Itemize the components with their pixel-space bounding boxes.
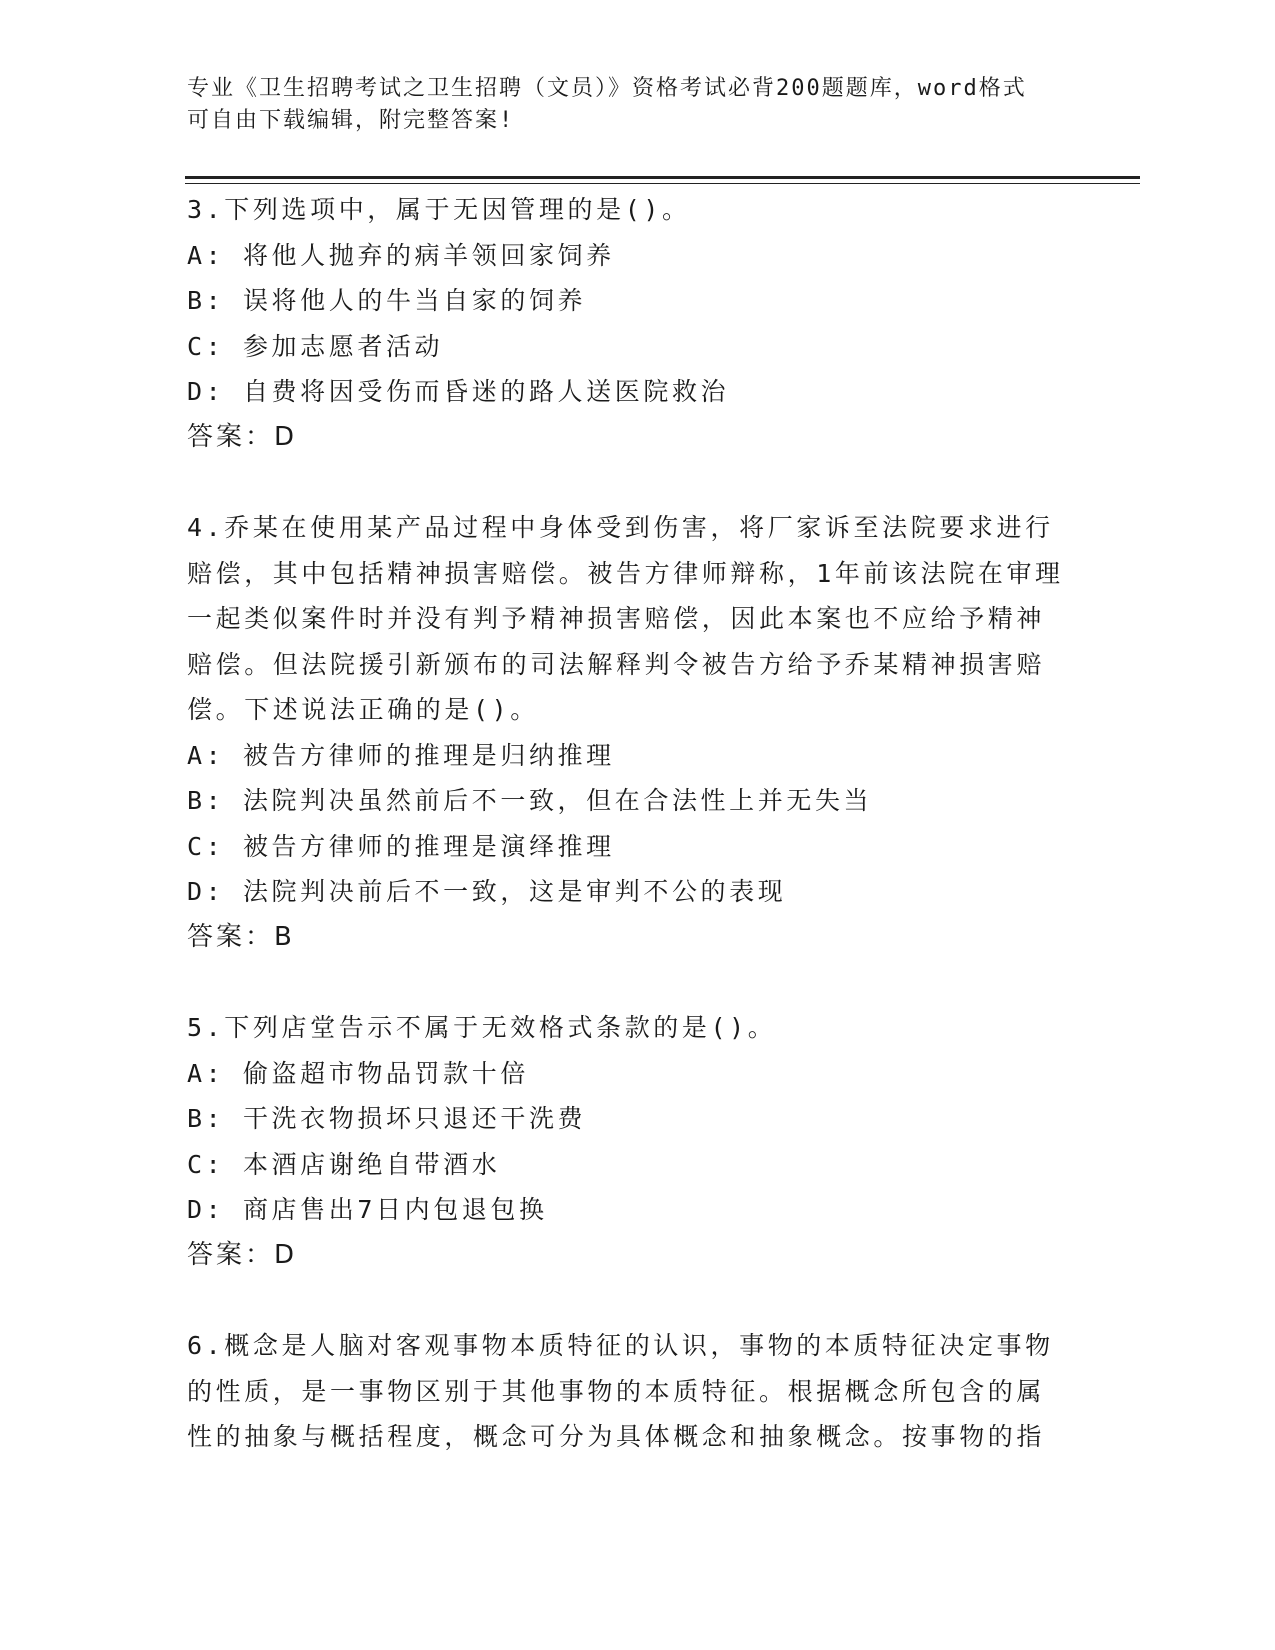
option-b: B: 法院判决虽然前后不一致，但在合法性上并无失当 [187,786,873,815]
option-c: C: 本酒店谢绝自带酒水 [187,1149,501,1179]
answer-value: B [274,921,293,952]
document-header [187,73,1067,137]
header-rule-thin [185,183,1140,184]
answer-value: D [274,421,296,452]
option-d: D: 自费将因受伤而昏迷的路人送医院救治 [187,377,730,406]
answer-line [187,915,1087,961]
question-stem: 4.乔某在使用某产品过程中身体受到伤害，将厂家诉至法院要求进行赔偿，其中包括精神损害赔偿。被告方律师辩称，1年前该法院在审理一起类似案件时并没有判予精神损害赔偿，因此本案也不应给予精神赔偿。但法院援引新颁布的司法解释判令被告方给予乔某精神损害赔偿。下述说法正确的是()。 [187,513,1064,724]
question-4 [187,505,1087,960]
option-b: B: 干洗衣物损坏只退还干洗费 [187,1104,587,1133]
answer-label: 答案： [187,921,275,952]
answer-line [187,1233,1087,1279]
answer-label: 答案： [187,421,275,452]
answer-label: 答案： [187,1239,275,1270]
option-a: A: 被告方律师的推理是归纳推理 [187,740,615,770]
question-5 [187,1005,1087,1278]
option-a: A: 将他人抛弃的病羊领回家饲养 [187,240,615,270]
header-line-1: 专业《卫生招聘考试之卫生招聘（文员）》资格考试必背200题题库，word格式 [187,76,1027,101]
option-d: D: 商店售出7日内包退包换 [187,1195,548,1224]
option-a: A: 偷盗超市物品罚款十倍 [187,1058,529,1088]
question-stem: 6.概念是人脑对客观事物本质特征的认识，事物的本质特征决定事物的性质，是一事物区别于其他事物的本质特征。根据概念所包含的属性的抽象与概括程度，概念可分为具体概念和抽象概念。按事物的指 [187,1331,1054,1451]
header-rule-thick [185,176,1140,179]
header-line-2: 可自由下载编辑，附完整答案! [187,108,515,133]
option-c: C: 被告方律师的推理是演绎推理 [187,831,615,861]
answer-value: D [274,1239,296,1270]
question-3 [187,187,1087,460]
question-list [187,187,1087,1460]
option-b: B: 误将他人的牛当自家的饲养 [187,286,587,315]
question-stem: 5.下列店堂告示不属于无效格式条款的是()。 [187,1013,777,1042]
option-d: D: 法院判决前后不一致，这是审判不公的表现 [187,877,787,906]
answer-line [187,415,1087,461]
option-c: C: 参加志愿者活动 [187,331,444,361]
question-6 [187,1323,1087,1460]
question-stem: 3.下列选项中，属于无因管理的是()。 [187,195,691,224]
